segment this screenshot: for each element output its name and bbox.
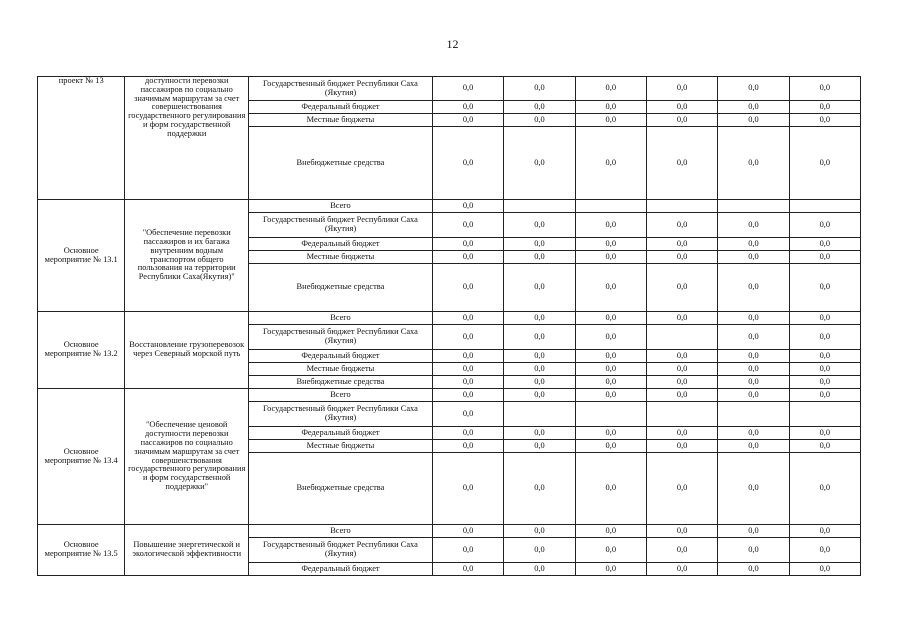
amount-cell: 0,0 <box>575 525 646 538</box>
amount-cell: 0,0 <box>432 440 503 453</box>
funding-source-cell: Государственный бюджет Республики Саха (Якутия) <box>249 325 433 350</box>
amount-cell: 0,0 <box>504 251 575 264</box>
funding-source-cell: Федеральный бюджет <box>249 427 433 440</box>
funding-source-cell: Внебюджетные средства <box>249 127 433 200</box>
budget-table <box>37 76 861 576</box>
amount-cell <box>718 200 789 213</box>
amount-cell: 0,0 <box>789 127 860 200</box>
amount-cell: 0,0 <box>718 440 789 453</box>
amount-cell: 0,0 <box>646 213 717 238</box>
program-description-cell: доступности перевозки пассажиров по социально значимым маршрутам за счет совершенствования государственного регулирования и форм государственной поддержки <box>125 77 249 200</box>
amount-cell: 0,0 <box>432 238 503 251</box>
amount-cell: 0,0 <box>646 525 717 538</box>
amount-cell: 0,0 <box>575 453 646 525</box>
amount-cell: 0,0 <box>432 525 503 538</box>
amount-cell: 0,0 <box>789 325 860 350</box>
amount-cell: 0,0 <box>646 312 717 325</box>
budget-table-body <box>38 77 861 576</box>
amount-cell <box>646 200 717 213</box>
amount-cell: 0,0 <box>718 376 789 389</box>
funding-source-cell: Всего <box>249 525 433 538</box>
amount-cell: 0,0 <box>504 389 575 402</box>
amount-cell: 0,0 <box>575 114 646 127</box>
amount-cell: 0,0 <box>718 264 789 312</box>
funding-source-cell: Местные бюджеты <box>249 251 433 264</box>
amount-cell: 0,0 <box>432 251 503 264</box>
amount-cell: 0,0 <box>789 453 860 525</box>
program-name-cell: Основное мероприятие № 13.5 <box>38 525 125 576</box>
amount-cell: 0,0 <box>504 440 575 453</box>
amount-cell: 0,0 <box>575 440 646 453</box>
amount-cell: 0,0 <box>646 563 717 576</box>
amount-cell: 0,0 <box>789 101 860 114</box>
program-name-cell: Основное мероприятие № 13.4 <box>38 389 125 525</box>
funding-source-cell: Местные бюджеты <box>249 363 433 376</box>
amount-cell <box>504 402 575 427</box>
amount-cell: 0,0 <box>718 213 789 238</box>
amount-cell: 0,0 <box>789 114 860 127</box>
amount-cell <box>575 402 646 427</box>
amount-cell: 0,0 <box>575 238 646 251</box>
amount-cell: 0,0 <box>432 127 503 200</box>
amount-cell: 0,0 <box>646 363 717 376</box>
amount-cell: 0,0 <box>575 389 646 402</box>
funding-source-cell: Местные бюджеты <box>249 114 433 127</box>
amount-cell: 0,0 <box>646 127 717 200</box>
amount-cell: 0,0 <box>646 114 717 127</box>
amount-cell: 0,0 <box>432 325 503 350</box>
amount-cell <box>789 402 860 427</box>
amount-cell: 0,0 <box>575 325 646 350</box>
amount-cell: 0,0 <box>504 238 575 251</box>
program-name-cell: проект № 13 <box>38 77 125 200</box>
amount-cell: 0,0 <box>789 238 860 251</box>
funding-source-cell: Всего <box>249 200 433 213</box>
amount-cell: 0,0 <box>789 77 860 101</box>
table-row <box>38 525 861 538</box>
amount-cell: 0,0 <box>432 312 503 325</box>
amount-cell: 0,0 <box>575 538 646 563</box>
amount-cell: 0,0 <box>575 127 646 200</box>
amount-cell <box>789 200 860 213</box>
amount-cell: 0,0 <box>504 114 575 127</box>
funding-source-cell: Государственный бюджет Республики Саха (Якутия) <box>249 538 433 563</box>
amount-cell: 0,0 <box>718 350 789 363</box>
program-description-cell: "Обеспечение ценовой доступности перевозки пассажиров по социально значимым маршрутам за счет совершенствования государственного регулирования и форм государственной поддержки" <box>125 389 249 525</box>
funding-source-cell: Внебюджетные средства <box>249 264 433 312</box>
table-row <box>38 312 861 325</box>
amount-cell: 0,0 <box>789 563 860 576</box>
amount-cell: 0,0 <box>575 376 646 389</box>
amount-cell: 0,0 <box>789 440 860 453</box>
funding-source-cell: Федеральный бюджет <box>249 563 433 576</box>
funding-source-cell: Государственный бюджет Республики Саха (Якутия) <box>249 213 433 238</box>
amount-cell: 0,0 <box>718 427 789 440</box>
amount-cell: 0,0 <box>504 127 575 200</box>
amount-cell: 0,0 <box>718 238 789 251</box>
amount-cell: 0,0 <box>432 77 503 101</box>
amount-cell <box>504 200 575 213</box>
amount-cell: 0,0 <box>718 525 789 538</box>
program-name-cell: Основное мероприятие № 13.2 <box>38 312 125 389</box>
program-description-cell: "Обеспечение перевозки пассажиров и их багажа внутренним водным транспортом общего пользования на территории Республики Саха(Якутия)" <box>125 200 249 312</box>
funding-source-cell: Внебюджетные средства <box>249 453 433 525</box>
amount-cell: 0,0 <box>432 389 503 402</box>
amount-cell: 0,0 <box>504 363 575 376</box>
amount-cell <box>575 200 646 213</box>
table-row <box>38 389 861 402</box>
amount-cell: 0,0 <box>646 350 717 363</box>
amount-cell: 0,0 <box>432 427 503 440</box>
amount-cell: 0,0 <box>718 325 789 350</box>
table-row <box>38 77 861 101</box>
amount-cell: 0,0 <box>432 350 503 363</box>
amount-cell: 0,0 <box>646 389 717 402</box>
amount-cell: 0,0 <box>432 264 503 312</box>
amount-cell: 0,0 <box>504 325 575 350</box>
amount-cell: 0,0 <box>575 264 646 312</box>
amount-cell: 0,0 <box>575 101 646 114</box>
amount-cell: 0,0 <box>789 251 860 264</box>
amount-cell <box>646 402 717 427</box>
amount-cell: 0,0 <box>575 350 646 363</box>
amount-cell: 0,0 <box>646 453 717 525</box>
amount-cell: 0,0 <box>504 538 575 563</box>
amount-cell: 0,0 <box>575 563 646 576</box>
amount-cell: 0,0 <box>432 101 503 114</box>
amount-cell: 0,0 <box>718 538 789 563</box>
amount-cell: 0,0 <box>646 264 717 312</box>
funding-source-cell: Государственный бюджет Республики Саха (Якутия) <box>249 77 433 101</box>
amount-cell: 0,0 <box>646 101 717 114</box>
amount-cell: 0,0 <box>718 251 789 264</box>
amount-cell: 0,0 <box>432 538 503 563</box>
amount-cell: 0,0 <box>575 213 646 238</box>
amount-cell: 0,0 <box>504 77 575 101</box>
amount-cell: 0,0 <box>432 363 503 376</box>
amount-cell: 0,0 <box>718 563 789 576</box>
amount-cell: 0,0 <box>432 213 503 238</box>
funding-source-cell: Внебюджетные средства <box>249 376 433 389</box>
amount-cell: 0,0 <box>789 427 860 440</box>
amount-cell: 0,0 <box>718 77 789 101</box>
page-number: 12 <box>446 37 459 51</box>
amount-cell: 0,0 <box>789 525 860 538</box>
amount-cell: 0,0 <box>575 312 646 325</box>
amount-cell: 0,0 <box>789 312 860 325</box>
amount-cell: 0,0 <box>504 453 575 525</box>
funding-source-cell: Всего <box>249 389 433 402</box>
amount-cell: 0,0 <box>432 453 503 525</box>
amount-cell: 0,0 <box>504 101 575 114</box>
funding-source-cell: Федеральный бюджет <box>249 101 433 114</box>
amount-cell: 0,0 <box>789 376 860 389</box>
amount-cell: 0,0 <box>646 238 717 251</box>
amount-cell: 0,0 <box>432 402 503 427</box>
amount-cell: 0,0 <box>575 427 646 440</box>
amount-cell: 0,0 <box>575 77 646 101</box>
amount-cell: 0,0 <box>646 427 717 440</box>
amount-cell <box>718 402 789 427</box>
amount-cell: 0,0 <box>646 376 717 389</box>
amount-cell: 0,0 <box>504 350 575 363</box>
amount-cell: 0,0 <box>504 213 575 238</box>
funding-source-cell: Федеральный бюджет <box>249 350 433 363</box>
amount-cell: 0,0 <box>504 376 575 389</box>
funding-source-cell: Федеральный бюджет <box>249 238 433 251</box>
amount-cell: 0,0 <box>789 350 860 363</box>
amount-cell: 0,0 <box>718 312 789 325</box>
funding-source-cell: Всего <box>249 312 433 325</box>
amount-cell: 0,0 <box>504 563 575 576</box>
amount-cell: 0,0 <box>718 114 789 127</box>
amount-cell: 0,0 <box>718 127 789 200</box>
program-description-cell: Восстановление грузоперевозок через Северный морской путь <box>125 312 249 389</box>
amount-cell: 0,0 <box>575 363 646 376</box>
amount-cell: 0,0 <box>432 114 503 127</box>
amount-cell: 0,0 <box>789 264 860 312</box>
amount-cell: 0,0 <box>575 251 646 264</box>
amount-cell: 0,0 <box>504 312 575 325</box>
amount-cell: 0,0 <box>646 251 717 264</box>
amount-cell: 0,0 <box>432 200 503 213</box>
amount-cell: 0,0 <box>789 363 860 376</box>
amount-cell: 0,0 <box>504 525 575 538</box>
amount-cell: 0,0 <box>432 376 503 389</box>
amount-cell: 0,0 <box>646 440 717 453</box>
amount-cell: 0,0 <box>504 427 575 440</box>
funding-source-cell: Местные бюджеты <box>249 440 433 453</box>
amount-cell: 0,0 <box>718 101 789 114</box>
amount-cell: 0,0 <box>504 264 575 312</box>
amount-cell: 0,0 <box>646 77 717 101</box>
amount-cell: 0,0 <box>646 538 717 563</box>
amount-cell: 0,0 <box>718 389 789 402</box>
table-row <box>38 200 861 213</box>
amount-cell: 0,0 <box>789 538 860 563</box>
amount-cell: 0,0 <box>432 563 503 576</box>
funding-source-cell: Государственный бюджет Республики Саха (Якутия) <box>249 402 433 427</box>
amount-cell <box>646 325 717 350</box>
program-name-cell: Основное мероприятие № 13.1 <box>38 200 125 312</box>
amount-cell: 0,0 <box>789 389 860 402</box>
amount-cell: 0,0 <box>789 213 860 238</box>
amount-cell: 0,0 <box>718 363 789 376</box>
amount-cell: 0,0 <box>718 453 789 525</box>
program-description-cell: Повышение энергетической и экологической эффективности <box>125 525 249 576</box>
